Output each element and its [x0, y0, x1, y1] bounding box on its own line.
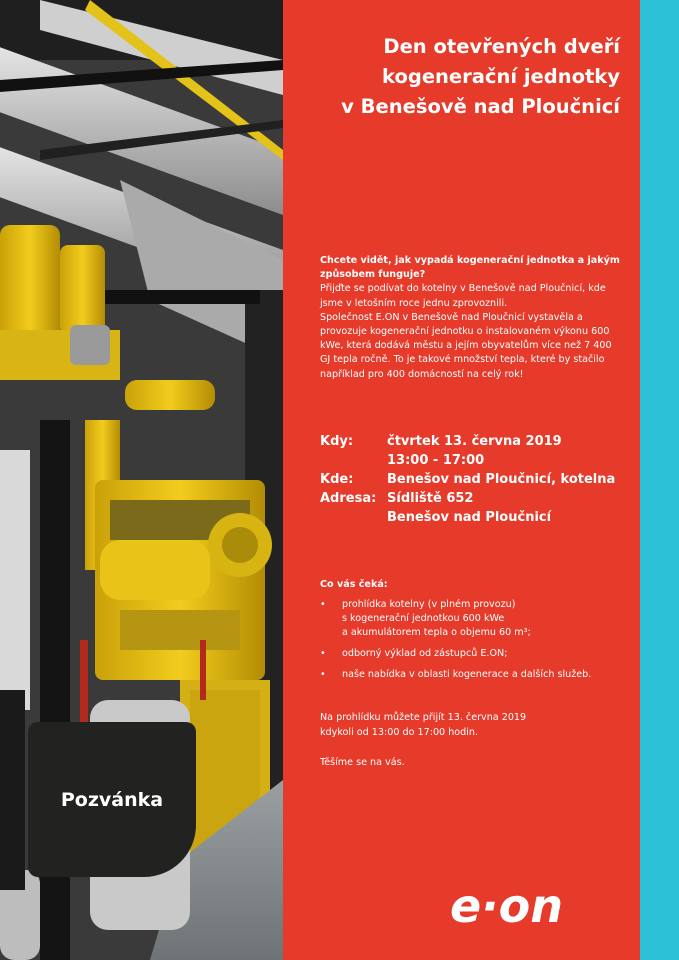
list-item	[320, 647, 620, 661]
title-line: Den otevřených dveří	[383, 35, 620, 58]
event-details	[320, 432, 630, 527]
where-value: Benešov nad Ploučnicí, kotelna	[387, 472, 616, 487]
expect-list	[320, 598, 620, 682]
closing-paragraph	[320, 711, 620, 740]
logo-text: e·on	[450, 882, 564, 930]
spacer	[320, 451, 387, 470]
invitation-badge	[28, 722, 196, 877]
bullet: •	[320, 648, 326, 659]
address-label: Adresa:	[320, 491, 377, 506]
intro-text	[320, 254, 620, 382]
detail-row-address	[320, 489, 630, 508]
list-item	[320, 598, 620, 640]
title-line: kogenerační jednotky	[382, 65, 620, 88]
detail-row-address-2	[320, 508, 630, 527]
intro-paragraph: Společnost E.ON v Benešově nad Ploučnicí vystavěla a provozuje kogenerační jednotku o instalovaném výkonu 600 kWe, která dodává městu a jejím obyvatelům více než 7 400 GJ tepla ročně. To je takové množství tepla, které by stačilo například pro 400 domácností na celý rok!	[320, 311, 612, 380]
detail-row-when	[320, 432, 630, 451]
intro-paragraph: Přijďte se podívat do kotelny v Benešově nad Ploučnicí, kde jsme v letošním roce jednu zprovoznili.	[320, 283, 606, 309]
detail-row-where	[320, 470, 630, 489]
badge-label: Pozvánka	[60, 788, 164, 811]
list-item-text: odborný výklad od zástupců E.ON;	[342, 648, 508, 659]
address-line: Sídliště 652	[387, 491, 474, 506]
closing-text	[320, 711, 620, 787]
list-item-text: prohlídka kotelny (v plném provozu) s kogenerační jednotkou 600 kWe a akumulátorem tepla o objemu 60 m³;	[342, 599, 531, 638]
when-time: 13:00 - 17:00	[387, 453, 485, 468]
where-label: Kde:	[320, 472, 354, 487]
title-line: v Benešově nad Ploučnicí	[341, 95, 620, 118]
eon-logo-icon	[448, 882, 608, 930]
when-label: Kdy:	[320, 434, 354, 449]
bullet: •	[320, 669, 326, 680]
bullet: •	[320, 599, 326, 610]
list-item	[320, 668, 620, 682]
when-date: čtvrtek 13. června 2019	[387, 434, 562, 449]
eon-logo-graphic	[448, 882, 608, 930]
closing-line: kdykoli od 13:00 do 17:00 hodin.	[320, 726, 479, 738]
what-to-expect	[320, 578, 620, 689]
spacer	[320, 508, 387, 527]
intro-question: Chcete vidět, jak vypadá kogenerační jednotka a jakým způsobem funguje?	[320, 255, 620, 281]
expect-heading: Co vás čeká:	[320, 579, 388, 590]
address-line: Benešov nad Ploučnicí	[387, 510, 552, 525]
closing-greeting: Těšíme se na vás.	[320, 757, 405, 768]
closing-line: Na prohlídku můžete přijít 13. června 2019	[320, 712, 527, 723]
accent-strip	[640, 0, 679, 960]
content-panel	[283, 0, 640, 960]
detail-row-time	[320, 451, 630, 470]
page-title	[300, 32, 620, 122]
list-item-text: naše nabídka v oblasti kogenerace a dalších služeb.	[342, 669, 592, 680]
